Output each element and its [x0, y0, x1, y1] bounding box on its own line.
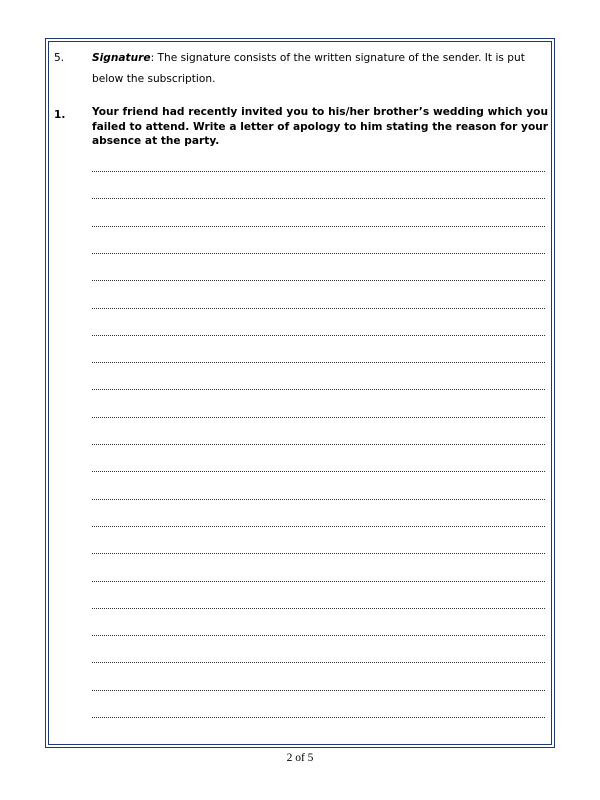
answer-line[interactable] [92, 526, 545, 527]
answer-line[interactable] [92, 662, 545, 663]
answer-line[interactable] [92, 389, 545, 390]
answer-line[interactable] [92, 253, 545, 254]
answer-line[interactable] [92, 335, 545, 336]
answer-line[interactable] [92, 635, 545, 636]
answer-line[interactable] [92, 362, 545, 363]
answer-line[interactable] [92, 280, 545, 281]
answer-line[interactable] [92, 198, 545, 199]
answer-line[interactable] [92, 444, 545, 445]
note-item-text-line1: The signature consists of the written signature of the sender. It is put [154, 52, 525, 64]
note-item-number: 5. [54, 52, 65, 64]
page-number: 2 of 5 [286, 752, 314, 764]
answer-line[interactable] [92, 581, 545, 582]
answer-line[interactable] [92, 226, 545, 227]
note-item-body [92, 48, 548, 90]
answer-line[interactable] [92, 608, 545, 609]
answer-line[interactable] [92, 553, 545, 554]
note-item-term: Signature [92, 52, 151, 64]
answer-line[interactable] [92, 717, 545, 718]
answer-line[interactable] [92, 171, 545, 172]
answer-line[interactable] [92, 499, 545, 500]
answer-line[interactable] [92, 308, 545, 309]
question-text: Your friend had recently invited you to his/her brother’s wedding which you failed to attend. Write a letter of apology to him stating the reason for your absence at the party. [92, 106, 548, 147]
answer-line[interactable] [92, 471, 545, 472]
note-item-text-line2: below the subscription. [92, 73, 216, 85]
answer-line[interactable] [92, 417, 545, 418]
note-item-term-suffix: : [150, 52, 155, 64]
answer-line[interactable] [92, 690, 545, 691]
question-number: 1. [54, 109, 66, 121]
